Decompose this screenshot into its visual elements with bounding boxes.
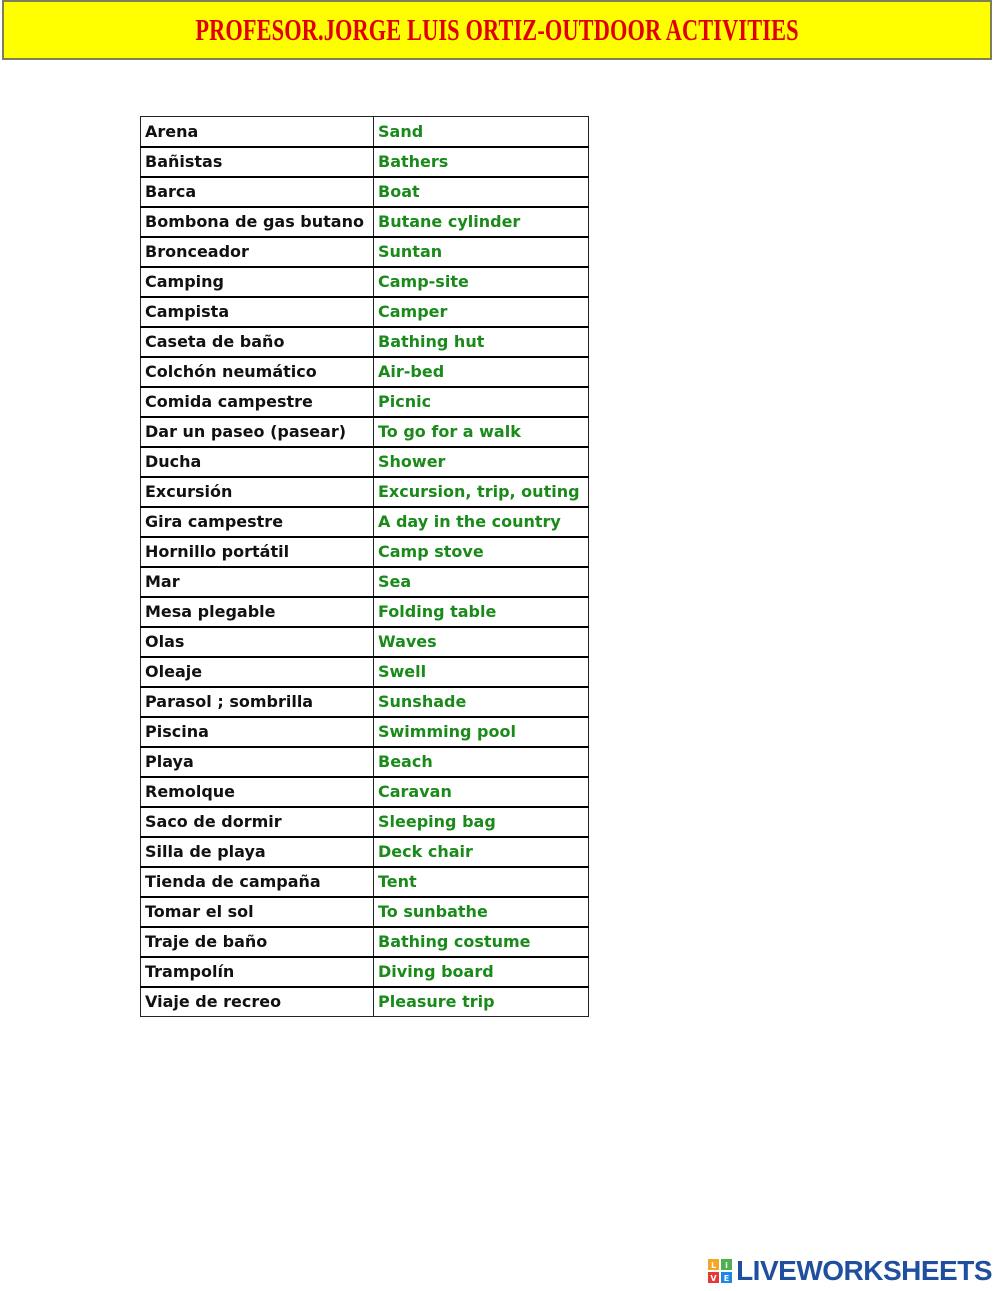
liveworksheets-logo[interactable] <box>708 1255 992 1287</box>
table-row <box>141 207 589 237</box>
spanish-term: Hornillo portátil <box>141 537 374 567</box>
english-translation: Waves <box>374 627 589 657</box>
spanish-term: Tienda de campaña <box>141 867 374 897</box>
english-translation: Excursion, trip, outing <box>374 477 589 507</box>
table-row <box>141 897 589 927</box>
table-row <box>141 147 589 177</box>
english-translation: Sunshade <box>374 687 589 717</box>
table-row <box>141 327 589 357</box>
english-translation: Camper <box>374 297 589 327</box>
table-row <box>141 807 589 837</box>
table-row <box>141 717 589 747</box>
table-row <box>141 417 589 447</box>
spanish-term: Piscina <box>141 717 374 747</box>
table-row <box>141 297 589 327</box>
english-translation: Air-bed <box>374 357 589 387</box>
spanish-term: Saco de dormir <box>141 807 374 837</box>
table-row <box>141 927 589 957</box>
spanish-term: Colchón neumático <box>141 357 374 387</box>
spanish-term: Bañistas <box>141 147 374 177</box>
table-row <box>141 567 589 597</box>
english-translation: Pleasure trip <box>374 987 589 1017</box>
english-translation: Bathing costume <box>374 927 589 957</box>
table-row <box>141 237 589 267</box>
spanish-term: Comida campestre <box>141 387 374 417</box>
spanish-term: Dar un paseo (pasear) <box>141 417 374 447</box>
spanish-term: Gira campestre <box>141 507 374 537</box>
table-row <box>141 627 589 657</box>
english-translation: To sunbathe <box>374 897 589 927</box>
page-title: PROFESOR.JORGE LUIS ORTIZ-OUTDOOR ACTIVITIES <box>195 12 799 47</box>
english-translation: Sleeping bag <box>374 807 589 837</box>
english-translation: Butane cylinder <box>374 207 589 237</box>
spanish-term: Trampolín <box>141 957 374 987</box>
table-row <box>141 447 589 477</box>
spanish-term: Viaje de recreo <box>141 987 374 1017</box>
spanish-term: Remolque <box>141 777 374 807</box>
spanish-term: Mesa plegable <box>141 597 374 627</box>
table-row <box>141 117 589 147</box>
table-row <box>141 687 589 717</box>
english-translation: Folding table <box>374 597 589 627</box>
english-translation: Camp-site <box>374 267 589 297</box>
english-translation: Bathers <box>374 147 589 177</box>
english-translation: Sea <box>374 567 589 597</box>
english-translation: Caravan <box>374 777 589 807</box>
spanish-term: Tomar el sol <box>141 897 374 927</box>
liveworksheets-logo-icon <box>708 1259 732 1283</box>
spanish-term: Caseta de baño <box>141 327 374 357</box>
spanish-term: Camping <box>141 267 374 297</box>
spanish-term: Bombona de gas butano <box>141 207 374 237</box>
svg-text:L: L <box>711 1261 717 1270</box>
table-row <box>141 837 589 867</box>
english-translation: Boat <box>374 177 589 207</box>
english-translation: Deck chair <box>374 837 589 867</box>
spanish-term: Parasol ; sombrilla <box>141 687 374 717</box>
table-row <box>141 957 589 987</box>
table-row <box>141 387 589 417</box>
english-translation: Bathing hut <box>374 327 589 357</box>
english-translation: Camp stove <box>374 537 589 567</box>
svg-text:V: V <box>710 1274 717 1283</box>
table-row <box>141 357 589 387</box>
table-row <box>141 777 589 807</box>
spanish-term: Barca <box>141 177 374 207</box>
spanish-term: Bronceador <box>141 237 374 267</box>
spanish-term: Campista <box>141 297 374 327</box>
english-translation: Swell <box>374 657 589 687</box>
logo-text: LIVEWORKSHEETS <box>736 1255 992 1286</box>
english-translation: Diving board <box>374 957 589 987</box>
table-row <box>141 657 589 687</box>
spanish-term: Playa <box>141 747 374 777</box>
spanish-term: Ducha <box>141 447 374 477</box>
spanish-term: Excursión <box>141 477 374 507</box>
table-row <box>141 507 589 537</box>
vocabulary-table-body <box>141 117 589 1017</box>
english-translation: To go for a walk <box>374 417 589 447</box>
title-banner <box>2 0 992 60</box>
english-translation: Suntan <box>374 237 589 267</box>
english-translation: Picnic <box>374 387 589 417</box>
table-row <box>141 987 589 1017</box>
english-translation: Beach <box>374 747 589 777</box>
english-translation: A day in the country <box>374 507 589 537</box>
table-row <box>141 867 589 897</box>
english-translation: Tent <box>374 867 589 897</box>
spanish-term: Traje de baño <box>141 927 374 957</box>
spanish-term: Silla de playa <box>141 837 374 867</box>
spanish-term: Arena <box>141 117 374 147</box>
table-row <box>141 477 589 507</box>
table-row <box>141 537 589 567</box>
table-row <box>141 177 589 207</box>
table-row <box>141 267 589 297</box>
vocabulary-table <box>140 116 589 1017</box>
svg-text:E: E <box>723 1274 730 1283</box>
spanish-term: Mar <box>141 567 374 597</box>
table-row <box>141 597 589 627</box>
english-translation: Sand <box>374 117 589 147</box>
svg-text:i: i <box>725 1261 728 1270</box>
english-translation: Swimming pool <box>374 717 589 747</box>
table-row <box>141 747 589 777</box>
english-translation: Shower <box>374 447 589 477</box>
spanish-term: Oleaje <box>141 657 374 687</box>
spanish-term: Olas <box>141 627 374 657</box>
